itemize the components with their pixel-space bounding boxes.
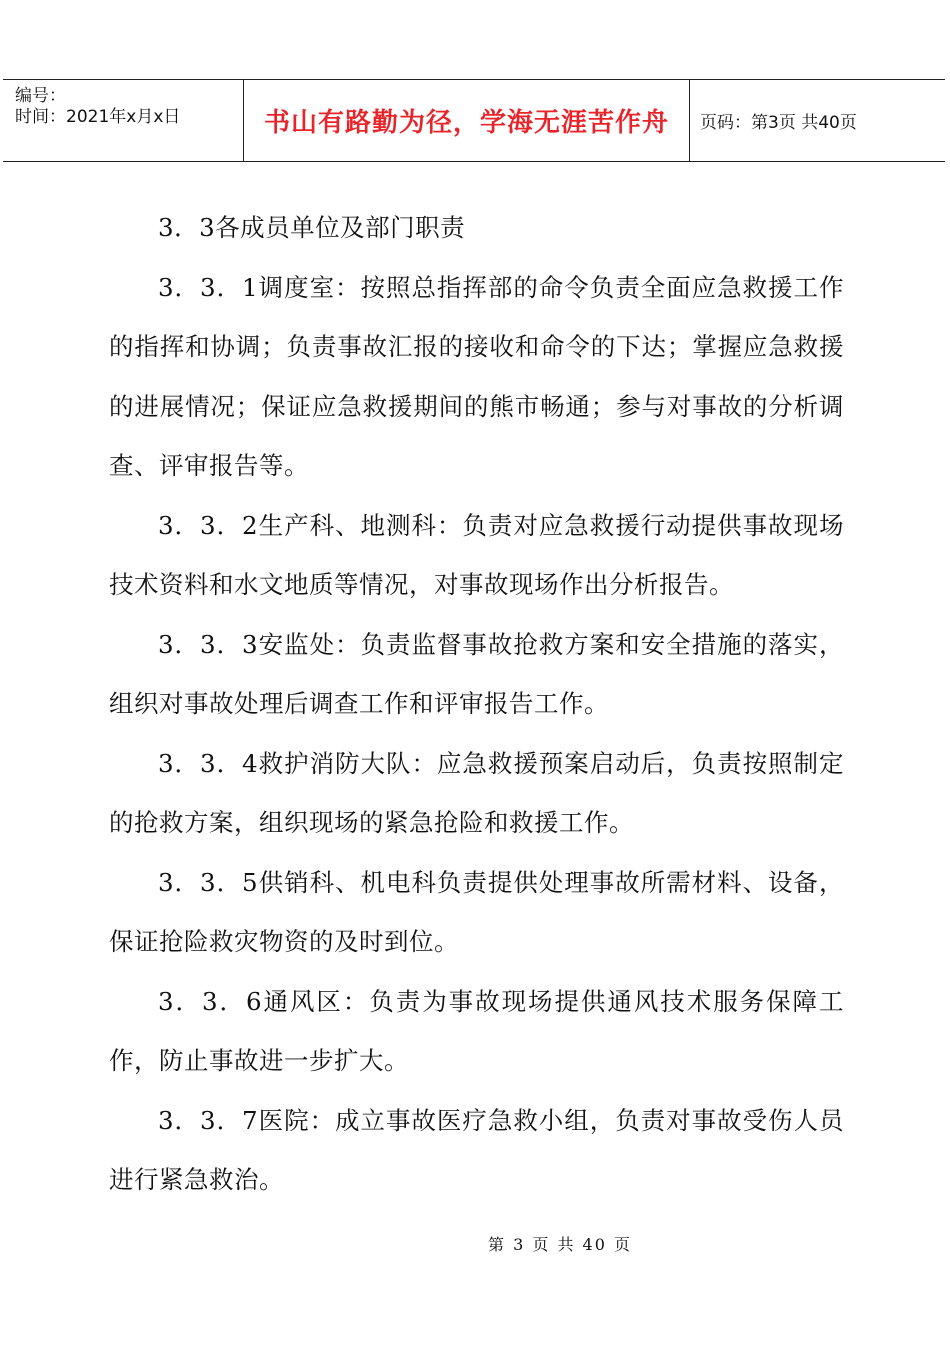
paragraph-safety-supervision: 3．3．3安监处：负责监督事故抢救方案和安全措施的落实，组织对事故处理后调查工作和评审报告工作。 — [109, 629, 844, 718]
time-label: 时间：2021年x月x日 — [15, 107, 181, 127]
paragraph-rescue-fire-brigade: 3．3．4救护消防大队：应急救援预案启动后，负责按照制定的抢救方案，组织现场的紧急抢险和救援工作。 — [109, 748, 844, 837]
number-label: 编号： — [15, 86, 66, 106]
page-footer: 第 3 页 共 40 页 — [488, 1235, 632, 1254]
header-motto: 书山有路勤为径，学海无涯苦作舟 — [244, 80, 690, 161]
paragraph-supply-electromech: 3．3．5供销科、机电科负责提供处理事故所需材料、设备，保证抢险救灾物资的及时到位。 — [109, 867, 844, 956]
paragraph-dispatch-office: 3．3．1调度室：按照总指挥部的命令负责全面应急救援工作的指挥和协调；负责事故汇报的接收和命令的下达；掌握应急救援的进展情况；保证应急救援期间的熊市畅通；参与对事故的分析调查、评审报告等。 — [109, 272, 844, 480]
paragraph-ventilation: 3．3．6通风区：负责为事故现场提供通风技术服务保障工作，防止事故进一步扩大。 — [109, 986, 844, 1075]
section-heading: 3．3各成员单位及部门职责 — [158, 213, 466, 242]
header-page-info: 页码：第3页 共40页 — [700, 113, 857, 133]
header-meta — [3, 80, 244, 161]
paragraph-hospital: 3．3．7医院：成立事故医疗急救小组，负责对事故受伤人员进行紧急救治。 — [109, 1105, 844, 1194]
paragraph-production-survey: 3．3．2生产科、地测科：负责对应急救援行动提供事故现场技术资料和水文地质等情况，对事故现场作出分析报告。 — [109, 510, 844, 599]
document-body — [109, 198, 844, 1210]
document-header — [3, 79, 945, 162]
